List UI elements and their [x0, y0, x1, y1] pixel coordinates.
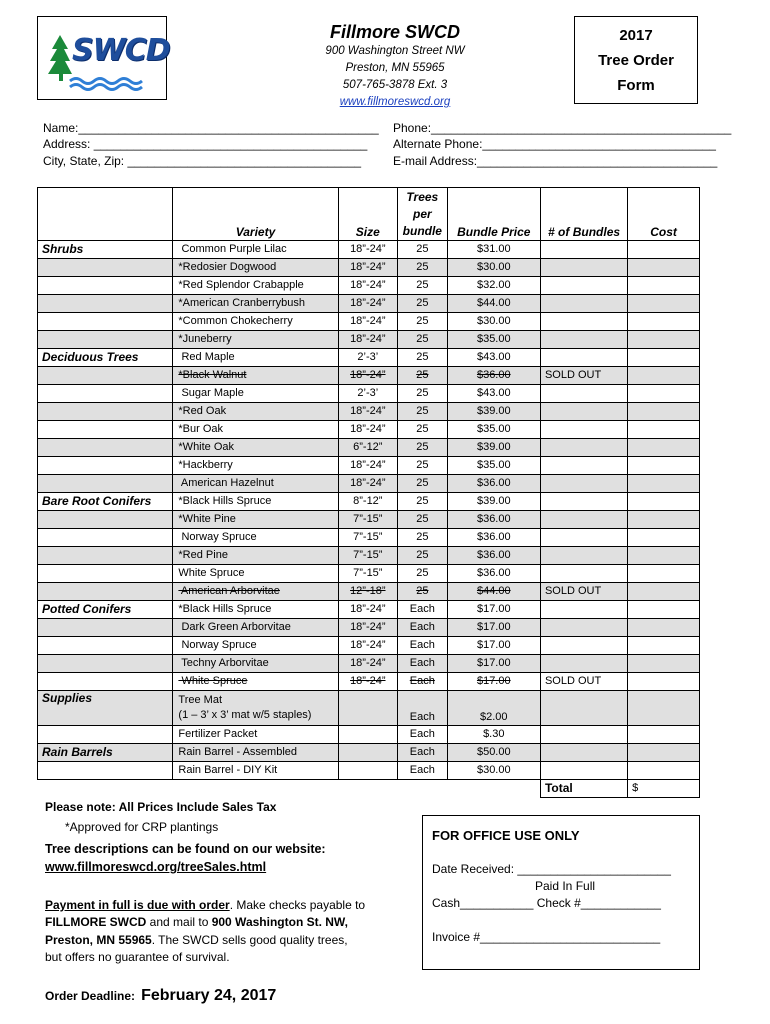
variety-cell: *White Pine — [173, 511, 338, 529]
cost-cell[interactable] — [628, 601, 700, 619]
trees-per-bundle-cell: 25 — [398, 313, 448, 331]
payment-line1 — [45, 898, 365, 912]
cost-cell[interactable] — [628, 295, 700, 313]
trees-per-bundle-cell: Each — [398, 762, 448, 780]
bundle-price-cell: $2.00 — [447, 691, 540, 726]
office-use-box — [422, 815, 700, 970]
variety-cell: White Spruce — [173, 565, 338, 583]
category-cell — [38, 421, 173, 439]
size-cell: 7”-15” — [338, 511, 397, 529]
bundle-price-cell: $.30 — [447, 726, 540, 744]
category-cell — [38, 583, 173, 601]
survival-disclaimer: but offers no guarantee of survival. — [45, 950, 230, 964]
sales-tax-note: Please note: All Prices Include Sales Tax — [45, 800, 277, 814]
trees-per-bundle-cell: 25 — [398, 241, 448, 259]
cost-cell[interactable] — [628, 726, 700, 744]
bundles-input-cell[interactable] — [540, 565, 627, 583]
org-phone: 507-765-3878 Ext. 3 — [342, 79, 448, 91]
bundle-price-cell: $35.00 — [447, 421, 540, 439]
category-cell: Bare Root Conifers — [38, 493, 173, 511]
tree-sales-link[interactable]: www.fillmoreswcd.org/treeSales.html — [45, 860, 267, 874]
bundles-input-cell[interactable] — [540, 403, 627, 421]
city-state-zip-field[interactable]: City, State, Zip: ___________________________________ — [43, 154, 362, 168]
crp-note: *Approved for CRP plantings — [65, 820, 219, 834]
size-cell — [338, 726, 397, 744]
category-cell — [38, 475, 173, 493]
bundle-price-cell: $44.00 — [447, 583, 540, 601]
bundle-price-cell: $31.00 — [447, 241, 540, 259]
size-cell: 18”-24” — [338, 277, 397, 295]
bundles-input-cell[interactable] — [540, 619, 627, 637]
bundle-price-cell: $17.00 — [447, 673, 540, 691]
variety-cell: Sugar Maple — [173, 385, 338, 403]
category-cell — [38, 403, 173, 421]
size-cell: 18”-24” — [338, 475, 397, 493]
category-cell: Supplies — [38, 691, 173, 726]
table-row — [38, 565, 700, 583]
table-row — [38, 673, 700, 691]
bundle-price-cell: $17.00 — [447, 619, 540, 637]
trees-per-bundle-cell: 25 — [398, 349, 448, 367]
payment-line2-mid: and mail to — [146, 915, 212, 929]
alternate-phone-field[interactable]: Alternate Phone:___________________________________ — [393, 137, 716, 151]
total-label: Total — [540, 780, 627, 798]
bundle-price-cell: $43.00 — [447, 349, 540, 367]
category-cell — [38, 726, 173, 744]
size-cell: 18”-24” — [338, 637, 397, 655]
cost-cell[interactable] — [628, 619, 700, 637]
cost-cell[interactable] — [628, 331, 700, 349]
sold-out-cell: SOLD OUT — [540, 583, 627, 601]
cost-cell[interactable] — [628, 655, 700, 673]
bundle-price-cell: $35.00 — [447, 331, 540, 349]
variety-cell: Norway Spruce — [173, 529, 338, 547]
variety-cell: Rain Barrel - Assembled — [173, 744, 338, 762]
trees-per-bundle-cell: 25 — [398, 367, 448, 385]
table-row — [38, 601, 700, 619]
paid-in-full-label: Paid In Full — [535, 879, 596, 893]
deadline-label: Order Deadline — [45, 989, 132, 1003]
trees-per-bundle-cell: 25 — [398, 583, 448, 601]
size-cell: 18”-24” — [338, 295, 397, 313]
cost-cell[interactable] — [628, 637, 700, 655]
table-row — [38, 583, 700, 601]
bundles-input-cell[interactable] — [540, 637, 627, 655]
table-row — [38, 259, 700, 277]
variety-cell: Common Purple Lilac — [173, 241, 338, 259]
variety-cell: American Hazelnut — [173, 475, 338, 493]
order-table — [37, 187, 700, 798]
table-row — [38, 619, 700, 637]
category-cell — [38, 511, 173, 529]
size-cell: 12”-18” — [338, 583, 397, 601]
org-address-line1: 900 Washington Street NW — [325, 45, 465, 57]
variety-cell: *Red Splendor Crabapple — [173, 277, 338, 295]
trees-per-bundle-cell: 25 — [398, 529, 448, 547]
form-title-line2: Form — [617, 77, 655, 94]
cost-cell[interactable] — [628, 493, 700, 511]
table-row — [38, 475, 700, 493]
variety-cell: *White Oak — [173, 439, 338, 457]
size-cell: 18”-24” — [338, 241, 397, 259]
cost-cell[interactable] — [628, 565, 700, 583]
org-address-line2: Preston, MN 55965 — [345, 62, 445, 74]
size-cell: 18”-24” — [338, 367, 397, 385]
trees-per-bundle-cell: Each — [398, 601, 448, 619]
size-cell: 8”-12” — [338, 493, 397, 511]
org-name: Fillmore SWCD — [329, 22, 460, 42]
trees-per-bundle-cell: 25 — [398, 475, 448, 493]
variety-cell: *Black Hills Spruce — [173, 601, 338, 619]
bundles-input-cell[interactable] — [540, 475, 627, 493]
logo-text: SWCD — [72, 33, 170, 68]
size-cell: 2’-3’ — [338, 349, 397, 367]
variety-cell: American Arborvitae — [173, 583, 338, 601]
header-cost: Cost — [628, 188, 700, 241]
table-row — [38, 726, 700, 744]
category-cell — [38, 295, 173, 313]
variety-cell: Dark Green Arborvitae — [173, 619, 338, 637]
date-received-field[interactable]: Date Received: _______________________ — [432, 862, 671, 876]
trees-per-bundle-cell: 25 — [398, 421, 448, 439]
header-bundle-price: Bundle Price — [447, 188, 540, 241]
trees-per-bundle-cell: Each — [398, 673, 448, 691]
table-row — [38, 277, 700, 295]
trees-per-bundle-cell: 25 — [398, 493, 448, 511]
variety-cell: Red Maple — [173, 349, 338, 367]
variety-cell: Norway Spruce — [173, 637, 338, 655]
cost-cell[interactable] — [628, 421, 700, 439]
deadline-date: February 24, 2017 — [141, 987, 277, 1004]
table-row — [38, 385, 700, 403]
payment-line3 — [45, 933, 348, 947]
variety-cell: Fertilizer Packet — [173, 726, 338, 744]
payment-line1-rest: . Make checks payable to — [229, 898, 366, 912]
variety-cell: *Black Walnut — [173, 367, 338, 385]
bundles-input-cell[interactable] — [540, 241, 627, 259]
empty-cell — [38, 780, 173, 798]
empty-cell — [338, 780, 397, 798]
trees-per-bundle-cell: 25 — [398, 259, 448, 277]
header-trees-line3: bundle — [402, 224, 442, 238]
variety-cell: *Red Pine — [173, 547, 338, 565]
size-cell: 18”-24” — [338, 421, 397, 439]
form-year: 2017 — [619, 27, 653, 44]
table-row — [38, 241, 700, 259]
bundle-price-cell: $17.00 — [447, 637, 540, 655]
cost-cell[interactable] — [628, 744, 700, 762]
bundle-price-cell: $36.00 — [447, 529, 540, 547]
bundle-price-cell: $39.00 — [447, 403, 540, 421]
cost-cell[interactable] — [628, 673, 700, 691]
category-cell — [38, 565, 173, 583]
payment-method-field[interactable]: Cash___________ Check #____________ — [432, 896, 661, 910]
trees-per-bundle-cell: 25 — [398, 385, 448, 403]
trees-per-bundle-cell: Each — [398, 691, 448, 726]
header-trees-line2: per — [412, 207, 432, 221]
category-cell — [38, 313, 173, 331]
trees-per-bundle-cell: Each — [398, 726, 448, 744]
table-row — [38, 655, 700, 673]
trees-per-bundle-cell: 25 — [398, 331, 448, 349]
cost-cell[interactable] — [628, 457, 700, 475]
size-cell: 2’-3’ — [338, 385, 397, 403]
category-cell — [38, 439, 173, 457]
mailing-city: Preston, MN 55965 — [45, 933, 152, 947]
size-cell — [338, 762, 397, 780]
total-value[interactable]: $ — [628, 780, 700, 798]
size-cell: 18”-24” — [338, 655, 397, 673]
bundles-input-cell[interactable] — [540, 726, 627, 744]
size-cell: 18”-24” — [338, 457, 397, 475]
size-cell: 18”-24” — [338, 259, 397, 277]
trees-per-bundle-cell: 25 — [398, 457, 448, 475]
size-cell: 18”-24” — [338, 313, 397, 331]
variety-cell: *Bur Oak — [173, 421, 338, 439]
phone-field[interactable]: Phone:_____________________________________________ — [393, 121, 732, 135]
bundle-price-cell: $17.00 — [447, 601, 540, 619]
size-cell — [338, 691, 397, 726]
table-row — [38, 439, 700, 457]
bundles-input-cell[interactable] — [540, 762, 627, 780]
trees-per-bundle-cell: 25 — [398, 403, 448, 421]
empty-cell — [447, 780, 540, 798]
variety-cell: *Hackberry — [173, 457, 338, 475]
header-trees-line1: Trees — [406, 190, 439, 204]
category-cell — [38, 655, 173, 673]
sold-out-cell: SOLD OUT — [540, 673, 627, 691]
size-cell: 7”-15” — [338, 547, 397, 565]
category-cell — [38, 547, 173, 565]
cost-cell[interactable] — [628, 691, 700, 726]
size-cell: 18”-24” — [338, 619, 397, 637]
bundles-input-cell[interactable] — [540, 529, 627, 547]
header-variety: Variety — [173, 188, 338, 241]
bundles-input-cell[interactable] — [540, 691, 627, 726]
bundle-price-cell: $43.00 — [447, 385, 540, 403]
trees-per-bundle-cell: 25 — [398, 295, 448, 313]
bundles-input-cell[interactable] — [540, 439, 627, 457]
variety-cell: *Red Oak — [173, 403, 338, 421]
cost-cell[interactable] — [628, 367, 700, 385]
table-row — [38, 313, 700, 331]
descriptions-note: Tree descriptions can be found on our website: — [45, 842, 326, 856]
table-row — [38, 762, 700, 780]
trees-per-bundle-cell: 25 — [398, 439, 448, 457]
size-cell — [338, 744, 397, 762]
table-row — [38, 744, 700, 762]
cost-cell[interactable] — [628, 403, 700, 421]
bundle-price-cell: $17.00 — [447, 655, 540, 673]
category-cell — [38, 331, 173, 349]
category-cell: Potted Conifers — [38, 601, 173, 619]
table-row — [38, 295, 700, 313]
table-row — [38, 349, 700, 367]
org-header — [280, 22, 510, 111]
cost-cell[interactable] — [628, 529, 700, 547]
empty-cell — [173, 780, 338, 798]
bundle-price-cell: $36.00 — [447, 565, 540, 583]
bundle-price-cell: $44.00 — [447, 295, 540, 313]
trees-per-bundle-cell: 25 — [398, 277, 448, 295]
email-field[interactable]: E-mail Address:____________________________________ — [393, 154, 718, 168]
table-row — [38, 529, 700, 547]
swcd-logo — [37, 16, 170, 100]
payee-name: FILLMORE SWCD — [45, 915, 147, 929]
variety-cell: White Spruce — [173, 673, 338, 691]
category-cell — [38, 385, 173, 403]
size-cell: 18”-24” — [338, 601, 397, 619]
payment-due-text: Payment in full is due with order — [45, 898, 230, 912]
tree-mat-label: Tree Mat — [178, 694, 223, 706]
category-cell: Rain Barrels — [38, 744, 173, 762]
cost-cell[interactable] — [628, 511, 700, 529]
category-cell — [38, 619, 173, 637]
category-cell — [38, 673, 173, 691]
size-cell: 6”-12” — [338, 439, 397, 457]
bundles-input-cell[interactable] — [540, 331, 627, 349]
bundles-input-cell[interactable] — [540, 295, 627, 313]
bundles-input-cell[interactable] — [540, 457, 627, 475]
table-row — [38, 403, 700, 421]
bundles-input-cell[interactable] — [540, 277, 627, 295]
header-number-of-bundles: # of Bundles — [540, 188, 627, 241]
bundles-input-cell[interactable] — [540, 601, 627, 619]
category-cell — [38, 637, 173, 655]
tree-mat-detail: (1 – 3’ x 3’ mat w/5 staples) — [178, 709, 312, 721]
table-row — [38, 457, 700, 475]
trees-per-bundle-cell: 25 — [398, 547, 448, 565]
variety-cell: *American Cranberrybush — [173, 295, 338, 313]
order-deadline — [45, 987, 276, 1005]
trees-per-bundle-cell: 25 — [398, 511, 448, 529]
trees-per-bundle-cell: Each — [398, 619, 448, 637]
bundles-input-cell[interactable] — [540, 349, 627, 367]
variety-cell: *Redosier Dogwood — [173, 259, 338, 277]
bundle-price-cell: $36.00 — [447, 547, 540, 565]
payment-line3-rest: . The SWCD sells good quality trees, — [151, 933, 348, 947]
cost-cell[interactable] — [628, 762, 700, 780]
table-row — [38, 421, 700, 439]
size-cell: 7”-15” — [338, 565, 397, 583]
bundles-input-cell[interactable] — [540, 493, 627, 511]
table-row — [38, 493, 700, 511]
size-cell: 18”-24” — [338, 331, 397, 349]
sold-out-cell: SOLD OUT — [540, 367, 627, 385]
size-cell: 7”-15” — [338, 529, 397, 547]
table-row — [38, 547, 700, 565]
office-use-title: FOR OFFICE USE ONLY — [432, 828, 580, 843]
name-field[interactable]: Name:_____________________________________________ — [43, 121, 379, 135]
size-cell: 18”-24” — [338, 673, 397, 691]
cost-cell[interactable] — [628, 475, 700, 493]
variety-cell: Rain Barrel - DIY Kit — [173, 762, 338, 780]
bundles-input-cell[interactable] — [540, 385, 627, 403]
bundles-input-cell[interactable] — [540, 259, 627, 277]
bundles-input-cell[interactable] — [540, 313, 627, 331]
trees-per-bundle-cell: Each — [398, 637, 448, 655]
bundles-input-cell[interactable] — [540, 547, 627, 565]
bundles-input-cell[interactable] — [540, 655, 627, 673]
deadline-colon: : — [131, 989, 136, 1003]
cost-cell[interactable] — [628, 349, 700, 367]
cost-cell[interactable] — [628, 385, 700, 403]
header-size: Size — [338, 188, 397, 241]
cost-cell[interactable] — [628, 439, 700, 457]
variety-cell: Techny Arborvitae — [173, 655, 338, 673]
variety-cell — [173, 691, 338, 726]
bundle-price-cell: $35.00 — [447, 457, 540, 475]
bundle-price-cell: $50.00 — [447, 744, 540, 762]
bundle-price-cell: $30.00 — [447, 259, 540, 277]
trees-per-bundle-cell: 25 — [398, 565, 448, 583]
table-row — [38, 637, 700, 655]
cost-cell[interactable] — [628, 241, 700, 259]
header-category — [38, 188, 173, 241]
form-title-box — [574, 16, 698, 104]
category-cell — [38, 457, 173, 475]
bundle-price-cell: $36.00 — [447, 511, 540, 529]
trees-per-bundle-cell: Each — [398, 655, 448, 673]
variety-cell: *Common Chokecherry — [173, 313, 338, 331]
size-cell: 18”-24” — [338, 403, 397, 421]
cost-cell[interactable] — [628, 277, 700, 295]
table-row — [38, 691, 700, 726]
total-row — [38, 780, 700, 798]
cost-cell[interactable] — [628, 547, 700, 565]
variety-cell: *Black Hills Spruce — [173, 493, 338, 511]
bundles-input-cell[interactable] — [540, 421, 627, 439]
cost-cell[interactable] — [628, 259, 700, 277]
table-row — [38, 511, 700, 529]
invoice-number-field[interactable]: Invoice #___________________________ — [432, 930, 661, 944]
table-row — [38, 367, 700, 385]
bundle-price-cell: $30.00 — [447, 313, 540, 331]
empty-cell — [398, 780, 448, 798]
org-website-link[interactable]: www.fillmoreswcd.org — [339, 96, 451, 108]
category-cell — [38, 529, 173, 547]
variety-cell: *Juneberry — [173, 331, 338, 349]
category-cell — [38, 367, 173, 385]
table-header-row — [38, 188, 700, 241]
table-row — [38, 331, 700, 349]
bundle-price-cell: $39.00 — [447, 439, 540, 457]
bundle-price-cell: $39.00 — [447, 493, 540, 511]
trees-per-bundle-cell: Each — [398, 744, 448, 762]
bundle-price-cell: $36.00 — [447, 367, 540, 385]
category-cell — [38, 277, 173, 295]
category-cell — [38, 762, 173, 780]
cost-cell[interactable] — [628, 583, 700, 601]
mailing-street: 900 Washington St. NW, — [211, 915, 348, 929]
bundles-input-cell[interactable] — [540, 744, 627, 762]
form-title-line1: Tree Order — [598, 52, 674, 69]
bundle-price-cell: $30.00 — [447, 762, 540, 780]
bundle-price-cell: $32.00 — [447, 277, 540, 295]
address-field[interactable]: Address: _________________________________________ — [43, 137, 368, 151]
category-cell — [38, 259, 173, 277]
bundles-input-cell[interactable] — [540, 511, 627, 529]
payment-line2 — [45, 915, 348, 929]
category-cell: Deciduous Trees — [38, 349, 173, 367]
bundle-price-cell: $36.00 — [447, 475, 540, 493]
category-cell: Shrubs — [38, 241, 173, 259]
header-trees-per-bundle — [398, 188, 448, 241]
cost-cell[interactable] — [628, 313, 700, 331]
